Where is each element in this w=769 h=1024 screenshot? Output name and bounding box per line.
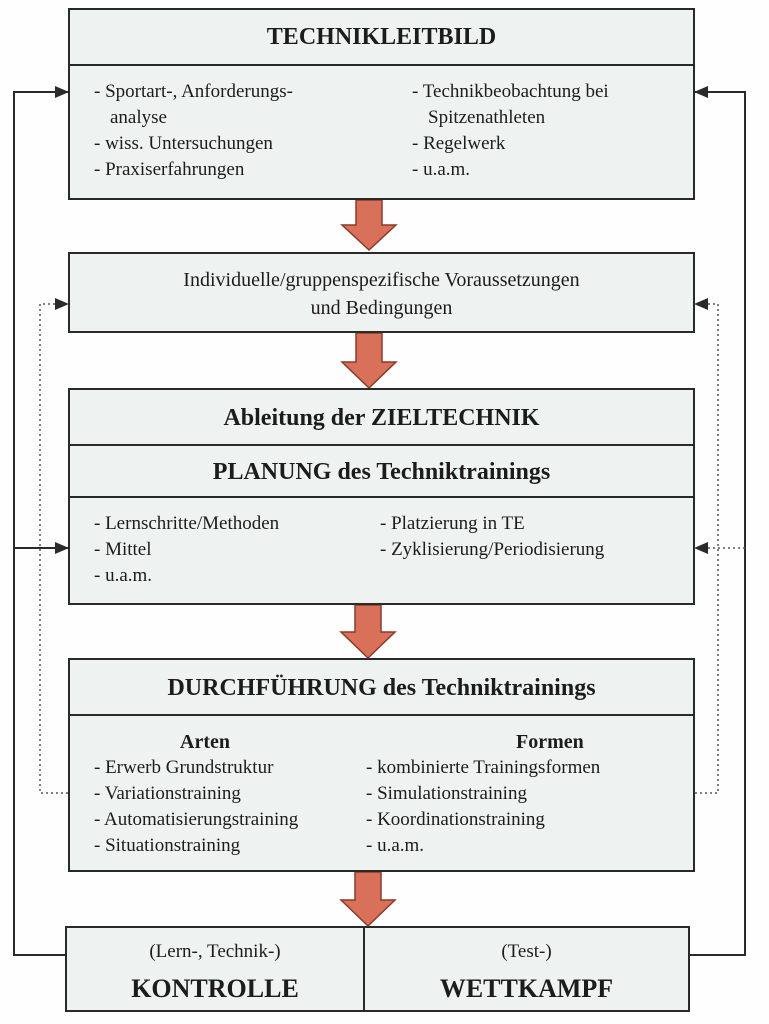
arten-item: - Variationstraining xyxy=(94,783,241,804)
zieltechnik-title: Ableitung der ZIELTECHNIK xyxy=(223,405,540,431)
down-arrow-2 xyxy=(342,333,396,388)
wettkampf-title: WETTKAMPF xyxy=(439,974,614,1003)
planung-box xyxy=(68,388,695,605)
planung-title: PLANUNG des Techniktrainings xyxy=(212,459,551,485)
durchfuehrung-box xyxy=(68,658,695,872)
formen-item: - Koordinationstraining xyxy=(366,809,545,830)
technikleitbild-left-item: - Sportart-, Anforderungs- xyxy=(94,81,293,102)
formen-item: - u.a.m. xyxy=(366,835,425,856)
planung-right-item: - Platzierung in TE xyxy=(380,513,525,534)
voraussetzungen-line2: und Bedingungen xyxy=(310,297,453,319)
technikleitbild-right-item: - Technikbeobachtung bei xyxy=(412,81,609,102)
planung-left-item: - Mittel xyxy=(94,539,152,560)
technikleitbild-box xyxy=(68,8,695,200)
formen-item: - kombinierte Trainingsformen xyxy=(366,757,601,778)
technikleitbild-right-item: - Regelwerk xyxy=(412,133,506,154)
planung-left-item: - u.a.m. xyxy=(94,565,153,586)
arten-item: - Automatisierungstraining xyxy=(94,809,299,830)
right-solid-feedback-line xyxy=(690,92,745,955)
down-arrow-4 xyxy=(341,872,395,926)
kontrolle-subtitle: (Lern-, Technik-) xyxy=(149,941,281,962)
technikleitbild-left-item: - wiss. Untersuchungen xyxy=(94,133,273,154)
arten-item: - Situationstraining xyxy=(94,835,241,856)
left-solid-feedback-line xyxy=(14,92,68,955)
voraussetzungen-box xyxy=(68,252,695,333)
formen-heading: Formen xyxy=(516,731,584,753)
wettkampf-subtitle: (Test-) xyxy=(501,941,552,962)
arten-heading: Arten xyxy=(180,731,230,753)
kontrolle-title: KONTROLLE xyxy=(131,974,299,1003)
technikleitbild-title: TECHNIKLEITBILD xyxy=(266,24,497,50)
formen-item: - Simulationstraining xyxy=(366,783,527,804)
kontrolle-box xyxy=(65,926,365,1012)
planung-left-item: - Lernschritte/Methoden xyxy=(94,513,280,534)
arten-item: - Erwerb Grundstruktur xyxy=(94,757,274,778)
technikleitbild-left-item: analyse xyxy=(110,107,167,128)
durchfuehrung-title: DURCHFÜHRUNG des Techniktrainings xyxy=(167,675,596,701)
technikleitbild-right-item: - u.a.m. xyxy=(412,159,471,180)
voraussetzungen-line1: Individuelle/gruppenspezifische Voraussetzungen xyxy=(183,269,580,291)
technikleitbild-right-item: Spitzenathleten xyxy=(428,107,546,128)
planung-right-item: - Zyklisierung/Periodisierung xyxy=(380,539,605,560)
wettkampf-box xyxy=(363,926,690,1012)
down-arrow-3 xyxy=(341,605,395,658)
down-arrow-1 xyxy=(342,200,396,250)
technikleitbild-left-item: - Praxiserfahrungen xyxy=(94,159,245,180)
